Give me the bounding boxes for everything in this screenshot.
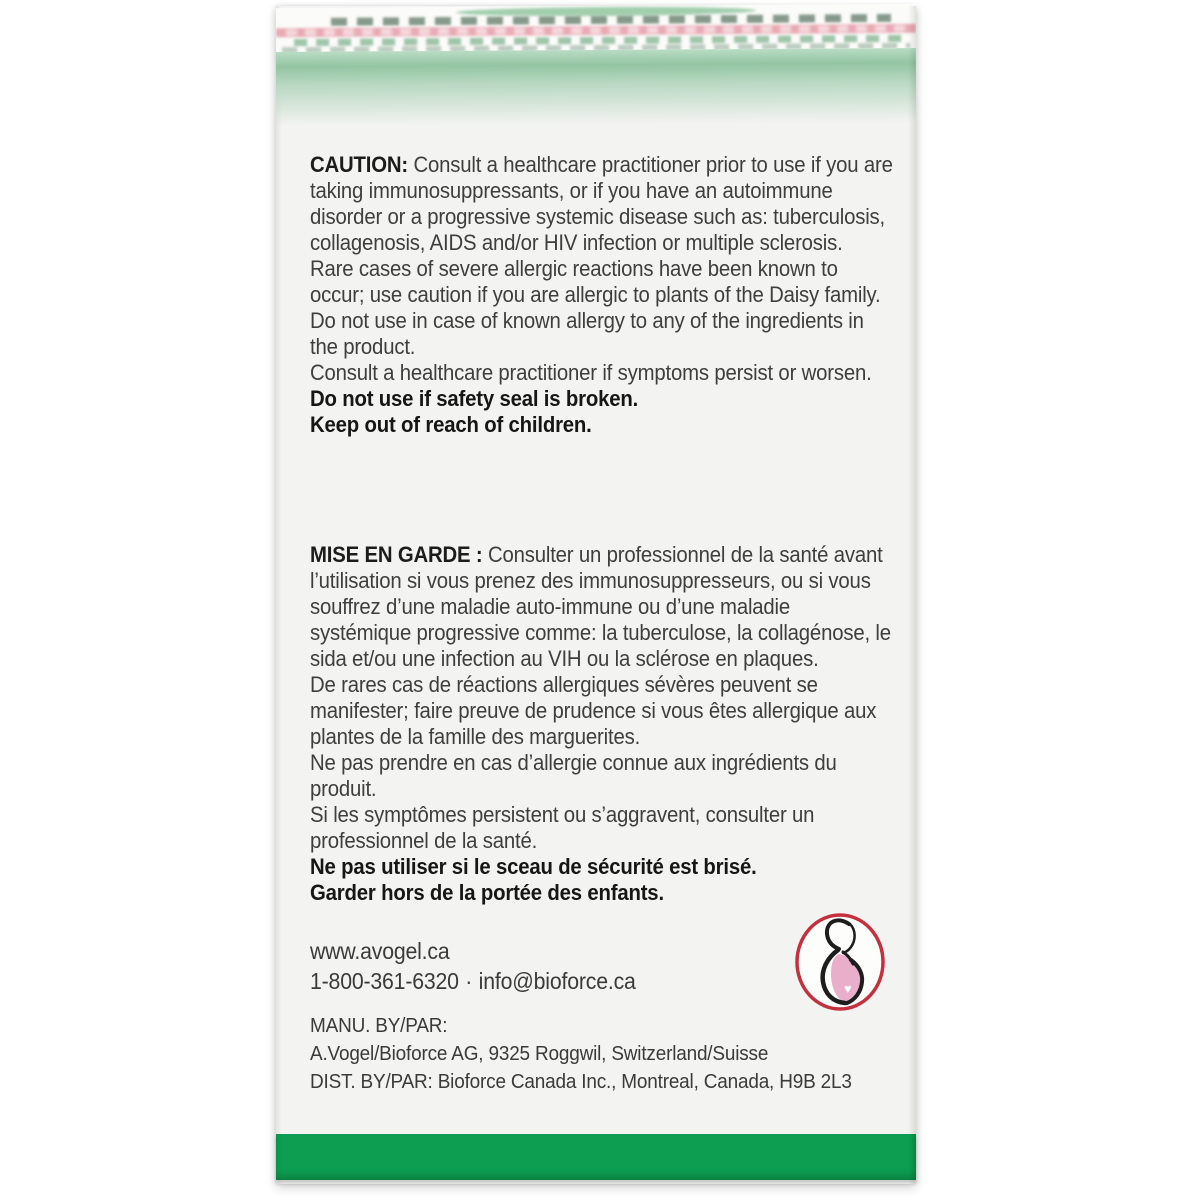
manu-by-label: MANU. BY/PAR: [310,1014,448,1037]
keep-out-of-reach-warning-fr: Garder hors de la portée des enfants. [310,880,664,905]
contact-info [310,936,636,996]
phone-number: 1-800-361-6320 [310,968,459,994]
safety-seal-warning-fr: Ne pas utiliser si le sceau de sécurité est brisé. [310,854,757,879]
website-url: www.avogel.ca [310,938,450,964]
separator-dot: · [465,968,473,994]
caution-text-fr: Consulter un professionnel de la santé avant l’utilisation si vous prenez des immunosuppresseurs, ou si vous souffrez d’une maladie auto-immune ou d’une maladie systémique progressive comme: la tuberculose, la collagénose, le sida et/ou une infection au VIH ou la sclérose en plaques. [310,542,891,671]
caution-paragraph: De rares cas de réactions allergiques sévères peuvent se manifester; faire preuve de prudence si vous êtes allergique aux plantes de la famille des marguerites. [310,672,877,749]
caution-heading-fr: MISE EN GARDE : [310,542,483,567]
heart-glyph: ♥ [844,981,852,996]
product-box-back-panel [276,6,916,1184]
caution-paragraph: Si les symptômes persistent ou s’aggravent, consulter un professionnel de la santé. [310,802,815,853]
caution-section-fr [310,542,893,906]
pregnancy-icon [793,912,887,1012]
manufacturer-address: A.Vogel/Bioforce AG, 9325 Roggwil, Switzerland/Suisse [310,1042,769,1065]
bottom-green-band [276,1134,916,1180]
caution-paragraph: Do not use in case of known allergy to any of the ingredients in the product. [310,308,864,359]
manufacturer-info [310,1012,852,1096]
caution-paragraph: Consult a healthcare practitioner if symptoms persist or worsen. [310,360,872,385]
top-fold-green-gradient [276,48,916,126]
caution-paragraph: Rare cases of severe allergic reactions have been known to occur; use caution if you are allergic to plants of the Daisy family. [310,256,881,307]
top-flap [276,4,916,52]
blurred-text-row [286,25,906,36]
caution-paragraph [310,542,893,672]
caution-paragraph [310,152,893,256]
keep-out-of-reach-warning-en: Keep out of reach of children. [310,412,592,437]
caution-heading: CAUTION: [310,152,409,177]
caution-paragraph: Ne pas prendre en cas d’allergie connue aux ingrédients du produit. [310,750,837,801]
distributor-address: DIST. BY/PAR: Bioforce Canada Inc., Montreal, Canada, H9B 2L3 [310,1070,852,1093]
phone-email-line [310,966,636,996]
caution-section-en [310,152,893,438]
email-address: info@bioforce.ca [478,968,636,994]
caution-text: Consult a healthcare practitioner prior to use if you are taking immunosuppressants, or if you have an autoimmune disorder or a progressive systemic disease such as: tuberculosis, collagenosis, AIDS and/or HIV infection or multiple sclerosis. [310,152,893,255]
safety-seal-warning-en: Do not use if safety seal is broken. [310,386,639,411]
